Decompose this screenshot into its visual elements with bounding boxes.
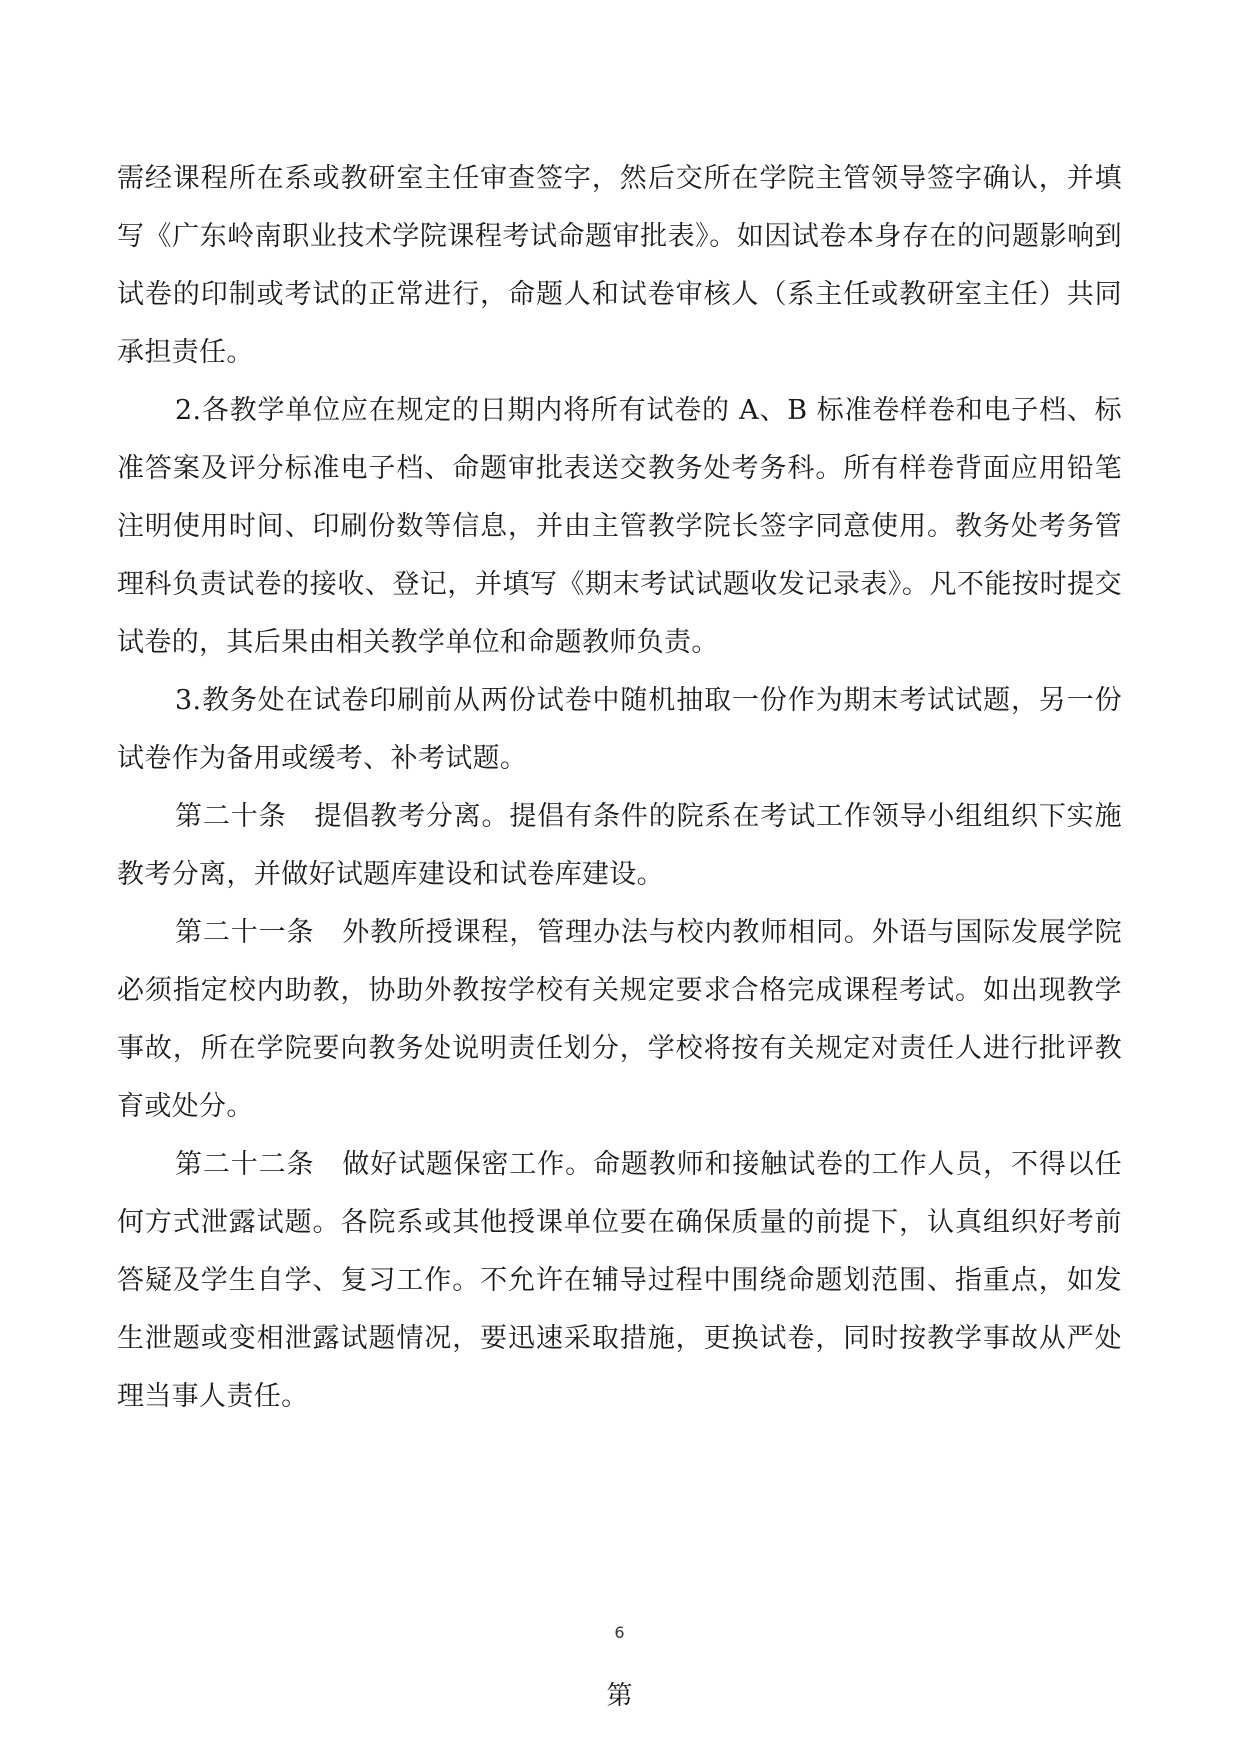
paragraph-item-3: 3.教务处在试卷印刷前从两份试卷中随机抽取一份作为期末考试试题，另一份试卷作为备用或缓考、补考试题。	[117, 685, 1122, 774]
page-number: 6	[614, 1623, 625, 1642]
paragraph-continued: 需经课程所在系或教研室主任审查签字，然后交所在学院主管领导签字确认，并填写《广东岭南职业技术学院课程考试命题审批表》。如因试卷本身存在的问题影响到试卷的印制或考试的正常进行，命题人和试卷审核人（系主任或教研室主任）共同承担责任。	[117, 163, 1122, 368]
paragraph-item-2: 2.各教学单位应在规定的日期内将所有试卷的 A、B 标准卷样卷和电子档、标准答案及评分标准电子档、命题审批表送交教务处考务科。所有样卷背面应用铅笔注明使用时间、印刷份数等信息，并由主管教学院长签字同意使用。教务处考务管理科负责试卷的接收、登记，并填写《期末考试试题收发记录表》。凡不能按时提交试卷的，其后果由相关教学单位和命题教师负责。	[117, 395, 1122, 658]
paragraph-article-21: 第二十一条 外教所授课程，管理办法与校内教师相同。外语与国际发展学院必须指定校内助教，协助外教按学校有关规定要求合格完成课程考试。如出现教学事故，所在学院要向教务处说明责任划分，学校将按有关规定对责任人进行批评教育或处分。	[117, 917, 1122, 1122]
document-body	[117, 150, 1122, 1426]
paragraph-article-20: 第二十条 提倡教考分离。提倡有条件的院系在考试工作领导小组组织下实施教考分离，并做好试题库建设和试卷库建设。	[117, 801, 1122, 890]
footer-text-fragment: 第	[606, 1681, 633, 1711]
paragraph-article-22: 第二十二条 做好试题保密工作。命题教师和接触试卷的工作人员，不得以任何方式泄露试题。各院系或其他授课单位要在确保质量的前提下，认真组织好考前答疑及学生自学、复习工作。不允许在辅导过程中围绕命题划范围、指重点，如发生泄题或变相泄露试题情况，要迅速采取措施，更换试卷，同时按教学事故从严处理当事人责任。	[117, 1149, 1122, 1412]
